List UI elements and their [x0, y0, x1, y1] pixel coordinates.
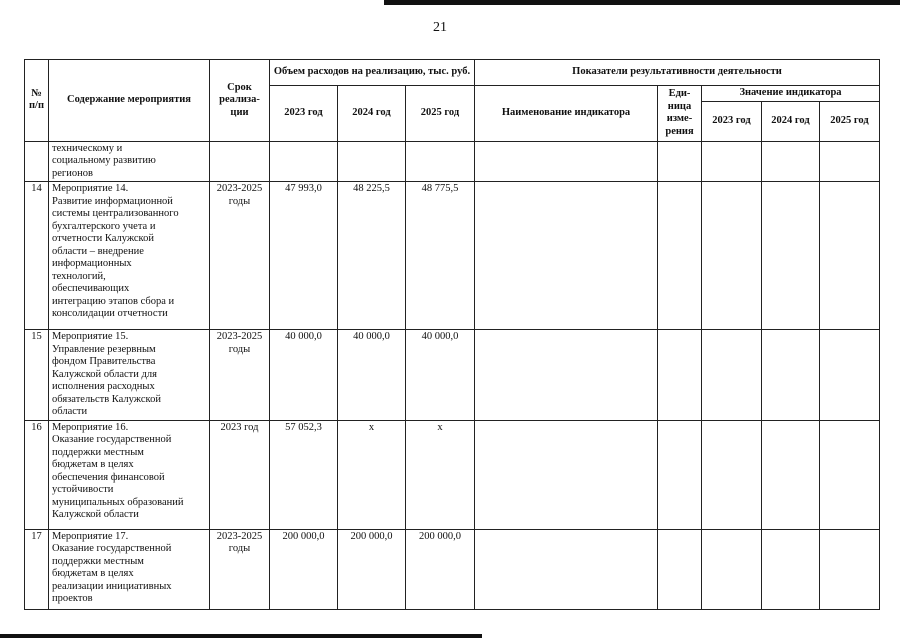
header-expense-2025: 2025 год — [406, 86, 475, 142]
row-unit — [658, 182, 702, 330]
header-unit: Еди-ница изме-рения — [658, 86, 702, 142]
content-line: проектов — [52, 593, 93, 604]
table-row — [25, 182, 880, 330]
content-line: исполнения расходных — [52, 381, 155, 392]
row-content — [49, 330, 210, 421]
content-line: Калужской области для — [52, 368, 157, 380]
content-line: реализации инициативных — [52, 580, 172, 592]
row-number: 14 — [25, 182, 49, 330]
row-term: 2023-2025 годы — [210, 529, 270, 609]
row-value-2023 — [702, 330, 762, 421]
row-unit — [658, 529, 702, 609]
content-line: муниципальных образований — [52, 496, 184, 508]
row-expense-2023: 40 000,0 — [270, 330, 338, 421]
table-body — [25, 141, 880, 609]
content-line: бюджетам в целях — [52, 459, 134, 470]
content-line: социальному развитию — [52, 155, 156, 166]
row-number: 16 — [25, 420, 49, 529]
row-expense-2025: 200 000,0 — [406, 529, 475, 609]
content-line: техническому и — [52, 142, 123, 154]
row-value-2023 — [702, 141, 762, 182]
header-num: № п/п — [25, 60, 49, 142]
content-line: области – внедрение — [52, 245, 144, 257]
content-line: Оказание государственной — [52, 434, 172, 445]
row-content — [49, 529, 210, 609]
header-indicator-value: Значение индикатора — [702, 86, 880, 102]
row-expense-2023 — [270, 141, 338, 182]
row-content — [49, 182, 210, 330]
content-line: консолидации отчетности — [52, 308, 168, 319]
row-value-2025 — [820, 529, 880, 609]
content-line: Мероприятие 16. — [52, 421, 129, 433]
content-line: области — [52, 406, 88, 417]
content-line: поддержки местным — [52, 555, 144, 567]
row-unit — [658, 330, 702, 421]
bottom-rule — [0, 634, 482, 638]
content-line: бухгалтерского учета и — [52, 220, 156, 232]
row-expense-2024: 48 225,5 — [338, 182, 406, 330]
row-value-2025 — [820, 420, 880, 529]
row-value-2024 — [762, 182, 820, 330]
row-unit — [658, 141, 702, 182]
header-term: Срок реализа-ции — [210, 60, 270, 142]
row-expense-2023: 57 052,3 — [270, 420, 338, 529]
row-expense-2025 — [406, 141, 475, 182]
table-row — [25, 330, 880, 421]
row-value-2025 — [820, 330, 880, 421]
row-expense-2025: x — [406, 420, 475, 529]
row-number: 17 — [25, 529, 49, 609]
content-line: обеспечения финансовой — [52, 471, 165, 483]
content-line: устойчивости — [52, 484, 114, 495]
row-expense-2025: 40 000,0 — [406, 330, 475, 421]
content-line: регионов — [52, 167, 93, 179]
row-value-2023 — [702, 420, 762, 529]
content-line: системы централизованного — [52, 208, 179, 219]
row-indicator-name — [475, 420, 658, 529]
content-line: Калужской области — [52, 509, 139, 520]
row-expense-2024: x — [338, 420, 406, 529]
header-expense-2023: 2023 год — [270, 86, 338, 142]
row-expense-2023: 47 993,0 — [270, 182, 338, 330]
table-row — [25, 141, 880, 182]
header-expenses: Объем расходов на реализацию, тыс. руб. — [270, 60, 475, 86]
header-expense-2024: 2024 год — [338, 86, 406, 142]
row-expense-2023: 200 000,0 — [270, 529, 338, 609]
row-value-2024 — [762, 330, 820, 421]
row-term — [210, 141, 270, 182]
content-line: фондом Правительства — [52, 356, 156, 367]
header-indicators: Показатели результативности деятельности — [475, 60, 880, 86]
header-content: Содержание мероприятия — [49, 60, 210, 142]
row-indicator-name — [475, 141, 658, 182]
header-indicator-name: Наименование индикатора — [475, 86, 658, 142]
row-indicator-name — [475, 529, 658, 609]
page-number: 21 — [433, 20, 447, 35]
content-line: Развитие информационной — [52, 195, 173, 207]
content-line: интеграцию этапов сбора и — [52, 295, 175, 307]
row-term: 2023-2025 годы — [210, 330, 270, 421]
row-term: 2023 год — [210, 420, 270, 529]
content-line: Мероприятие 17. — [52, 530, 129, 542]
row-expense-2024: 40 000,0 — [338, 330, 406, 421]
content-line: поддержки местным — [52, 446, 144, 458]
row-value-2023 — [702, 529, 762, 609]
table-row — [25, 420, 880, 529]
content-line: бюджетам в целях — [52, 568, 134, 579]
row-expense-2024 — [338, 141, 406, 182]
row-value-2024 — [762, 141, 820, 182]
top-rule — [384, 0, 900, 5]
content-line: Мероприятие 14. — [52, 183, 129, 194]
row-unit — [658, 420, 702, 529]
content-line: отчетности Калужской — [52, 233, 154, 244]
row-term: 2023-2025 годы — [210, 182, 270, 330]
row-number — [25, 141, 49, 182]
row-indicator-name — [475, 182, 658, 330]
content-line: Оказание государственной — [52, 543, 172, 554]
content-line: Мероприятие 15. — [52, 331, 129, 342]
row-indicator-name — [475, 330, 658, 421]
header-value-2023: 2023 год — [702, 101, 762, 141]
row-content — [49, 420, 210, 529]
content-line: обеспечивающих — [52, 283, 130, 294]
content-line: технологий, — [52, 270, 106, 282]
table-row — [25, 529, 880, 609]
content-line: Управление резервным — [52, 343, 156, 355]
content-line: информационных — [52, 258, 132, 269]
header-value-2025: 2025 год — [820, 101, 880, 141]
row-value-2023 — [702, 182, 762, 330]
row-number: 15 — [25, 330, 49, 421]
row-value-2025 — [820, 141, 880, 182]
content-line: обязательств Калужской — [52, 393, 161, 405]
row-content — [49, 141, 210, 182]
row-value-2025 — [820, 182, 880, 330]
row-value-2024 — [762, 529, 820, 609]
measures-table — [24, 59, 880, 610]
header-value-2024: 2024 год — [762, 101, 820, 141]
row-expense-2024: 200 000,0 — [338, 529, 406, 609]
row-expense-2025: 48 775,5 — [406, 182, 475, 330]
row-value-2024 — [762, 420, 820, 529]
